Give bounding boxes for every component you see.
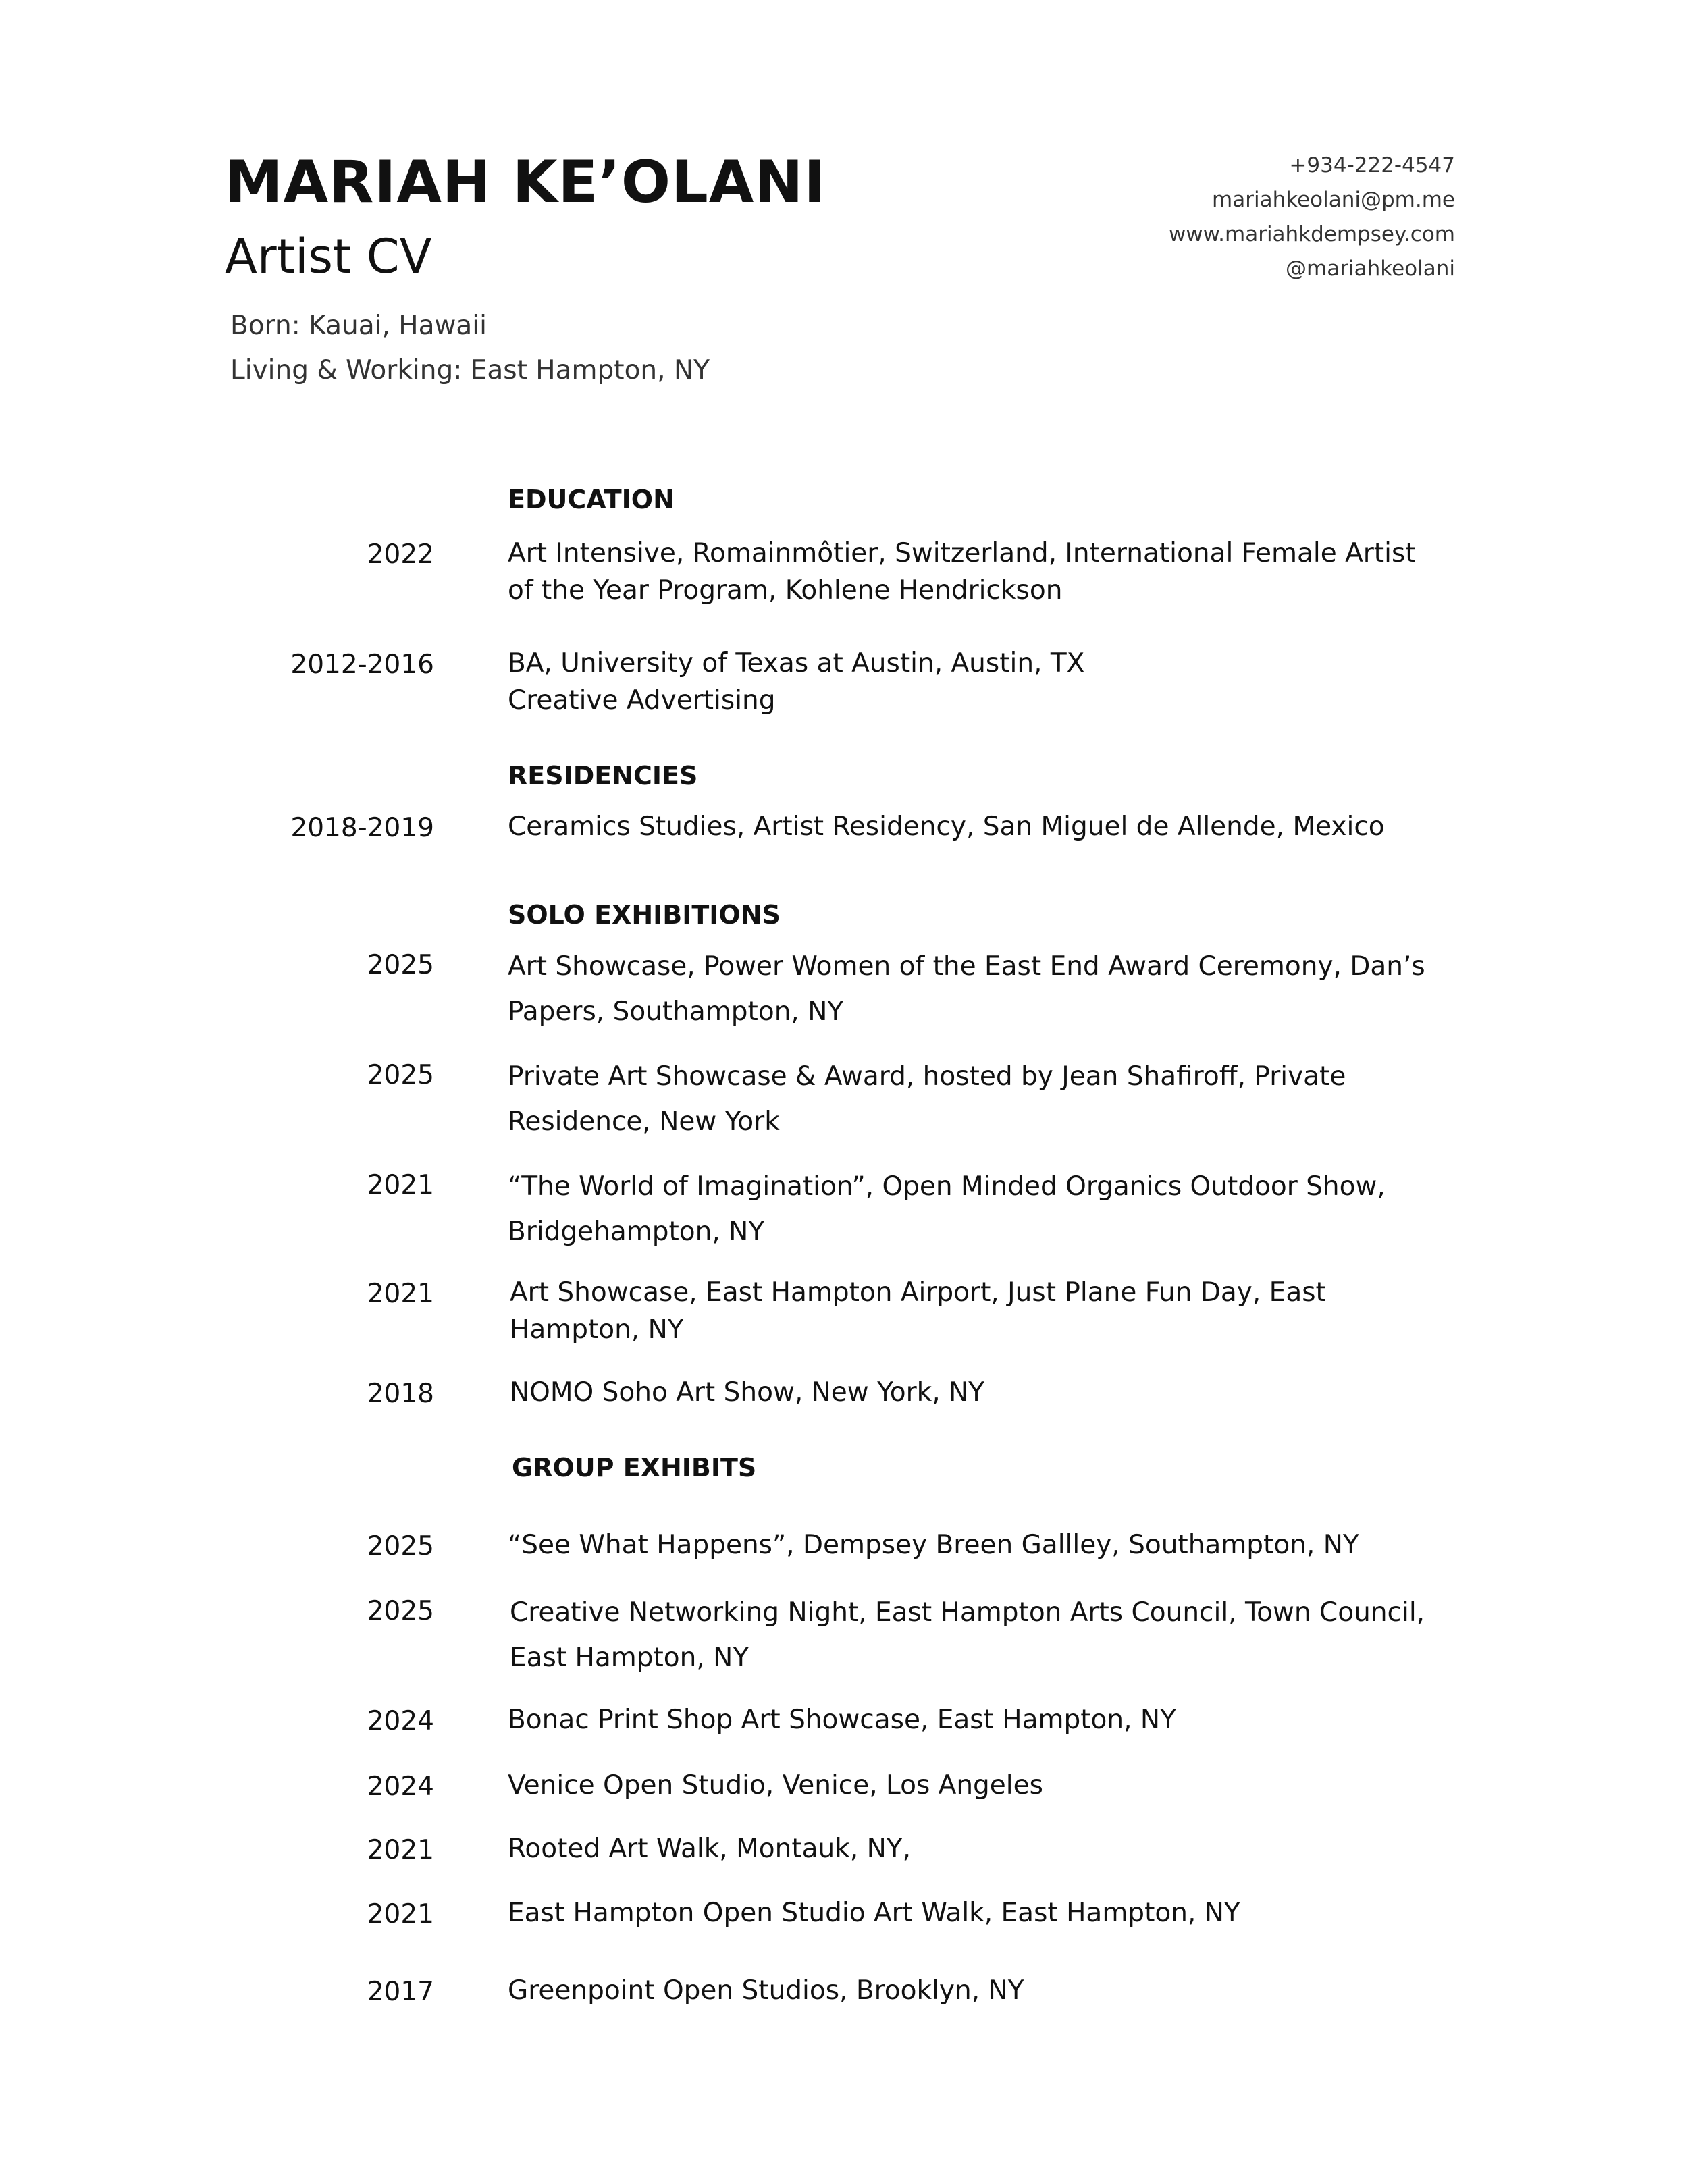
entry-description xyxy=(510,1590,1455,1680)
residence: Living & Working: East Hampton, NY xyxy=(230,355,710,385)
entry-year: 2018 xyxy=(367,1379,434,1409)
entry-line: Ceramics Studies, Artist Residency, San Miguel de Allende, Mexico xyxy=(508,811,1385,842)
entry-line: Art Showcase, Power Women of the East End Award Ceremony, Dan’s xyxy=(508,951,1425,982)
entry-line: Venice Open Studio, Venice, Los Angeles xyxy=(508,1770,1043,1801)
entry-line: Rooted Art Walk, Montauk, NY, xyxy=(508,1834,911,1864)
entry-year: 2021 xyxy=(367,1279,434,1309)
entry-description xyxy=(508,1054,1453,1144)
entry-description xyxy=(508,1830,1453,1867)
entry-year: 2012-2016 xyxy=(290,649,434,680)
entry-line: BA, University of Texas at Austin, Austin, TX xyxy=(508,648,1085,678)
entry-line: “See What Happens”, Dempsey Breen Gallley, Southampton, NY xyxy=(508,1530,1359,1560)
entry-year: 2024 xyxy=(367,1772,434,1802)
entry-description xyxy=(508,808,1453,845)
entry-year: 2021 xyxy=(367,1899,434,1929)
section-heading-solo-exhibitions: SOLO EXHIBITIONS xyxy=(508,900,781,930)
entry-line: Residence, New York xyxy=(508,1107,780,1137)
section-heading-residencies: RESIDENCIES xyxy=(508,761,698,791)
entry-year: 2017 xyxy=(367,1977,434,2007)
entry-line: Creative Networking Night, East Hampton Arts Council, Town Council, xyxy=(510,1597,1425,1628)
entry-line: East Hampton Open Studio Art Walk, East Hampton, NY xyxy=(508,1898,1240,1928)
entry-line: Greenpoint Open Studios, Brooklyn, NY xyxy=(508,1975,1024,2006)
contact-phone: +934-222-4547 xyxy=(1289,153,1455,178)
entry-line: Art Showcase, East Hampton Airport, Just Plane Fun Day, East xyxy=(510,1277,1326,1308)
entry-year: 2025 xyxy=(367,1596,434,1626)
entry-line: NOMO Soho Art Show, New York, NY xyxy=(510,1377,985,1408)
entry-line: Bonac Print Shop Art Showcase, East Hampton, NY xyxy=(508,1705,1176,1735)
entry-year: 2021 xyxy=(367,1170,434,1200)
artist-name: MARIAH KE’OLANI xyxy=(225,149,826,216)
entry-year: 2025 xyxy=(367,1531,434,1562)
entry-line: Hampton, NY xyxy=(510,1314,684,1345)
entry-description xyxy=(508,1164,1453,1254)
entry-year: 2021 xyxy=(367,1835,434,1865)
entry-line: East Hampton, NY xyxy=(510,1643,749,1673)
entry-description xyxy=(508,1767,1453,1804)
contact-website[interactable]: www.mariahkdempsey.com xyxy=(1168,222,1455,246)
entry-year: 2025 xyxy=(367,1060,434,1090)
entry-line: Art Intensive, Romainmôtier, Switzerland, International Female Artist xyxy=(508,538,1416,568)
entry-description xyxy=(508,944,1453,1034)
section-heading-education: EDUCATION xyxy=(508,485,675,514)
entry-description xyxy=(508,1526,1453,1564)
entry-description xyxy=(508,535,1453,609)
entry-description xyxy=(510,1374,1455,1411)
entry-description xyxy=(508,1972,1453,2009)
entry-line: “The World of Imagination”, Open Minded Organics Outdoor Show, xyxy=(508,1171,1386,1202)
entry-year: 2025 xyxy=(367,950,434,980)
entry-description xyxy=(510,1274,1455,1348)
document-subtitle: Artist CV xyxy=(225,229,432,284)
entry-line: of the Year Program, Kohlene Hendrickson xyxy=(508,575,1063,606)
section-heading-group-exhibits: GROUP EXHIBITS xyxy=(512,1453,757,1483)
entry-line: Private Art Showcase & Award, hosted by Jean Shafiroff, Private xyxy=(508,1061,1346,1092)
entry-line: Bridgehampton, NY xyxy=(508,1217,765,1247)
entry-year: 2018-2019 xyxy=(290,813,434,843)
entry-line: Creative Advertising xyxy=(508,685,776,716)
birthplace: Born: Kauai, Hawaii xyxy=(230,311,487,341)
entry-year: 2024 xyxy=(367,1706,434,1736)
entry-line: Papers, Southampton, NY xyxy=(508,996,844,1027)
entry-year: 2022 xyxy=(367,539,434,570)
entry-description xyxy=(508,1894,1453,1932)
contact-handle: @mariahkeolani xyxy=(1286,257,1455,281)
contact-email[interactable]: mariahkeolani@pm.me xyxy=(1212,188,1455,212)
entry-description xyxy=(508,1701,1453,1738)
entry-description xyxy=(508,645,1453,719)
